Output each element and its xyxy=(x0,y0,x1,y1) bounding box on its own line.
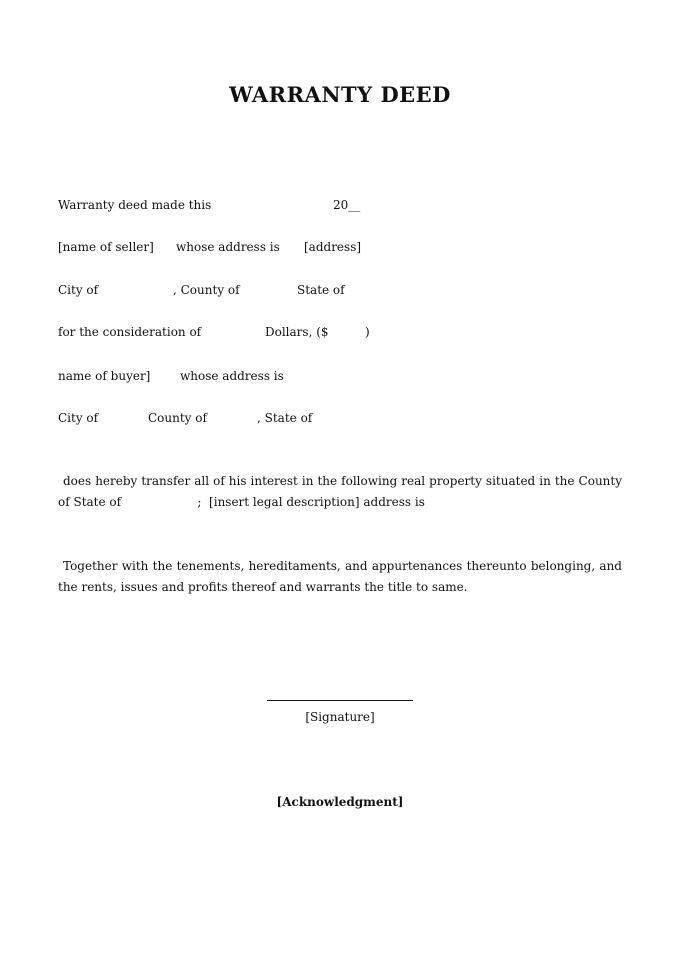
transfer-paragraph: does hereby transfer all of his interest in the following real property situated in the County of State of ; [insert legal description] address is xyxy=(58,474,626,509)
buyer-city-label: City of xyxy=(58,411,99,425)
seller-address-label: whose address is xyxy=(176,240,280,254)
consideration-label: for the consideration of xyxy=(58,325,202,339)
seller-county-label: , County of xyxy=(173,283,240,297)
signature-label: [Signature] xyxy=(305,710,375,724)
seller-state-label: State of xyxy=(297,283,345,297)
buyer-state-label: , State of xyxy=(257,411,313,425)
document-title: WARRANTY DEED xyxy=(229,82,451,107)
seller-city-label: City of xyxy=(58,283,99,297)
tenements-paragraph: Together with the tenements, hereditaments, and appurtenances thereunto belonging, and the rents, issues and profits thereof and warrants the title to same. xyxy=(58,559,622,594)
buyer-address-label: whose address is xyxy=(180,369,284,383)
signature-line xyxy=(267,700,413,701)
buyer-name-placeholder: name of buyer] xyxy=(58,369,151,383)
seller-name-placeholder: [name of seller] xyxy=(58,240,154,254)
dollars-label: Dollars, ($ xyxy=(265,325,329,339)
deed-made-label: Warranty deed made this xyxy=(58,198,212,212)
dollars-close-paren: ) xyxy=(365,325,370,339)
acknowledgment-heading: [Acknowledgment] xyxy=(276,795,404,809)
buyer-county-label: County of xyxy=(148,411,207,425)
year-field: 20__ xyxy=(333,198,361,212)
seller-address-placeholder: [address] xyxy=(304,240,362,254)
